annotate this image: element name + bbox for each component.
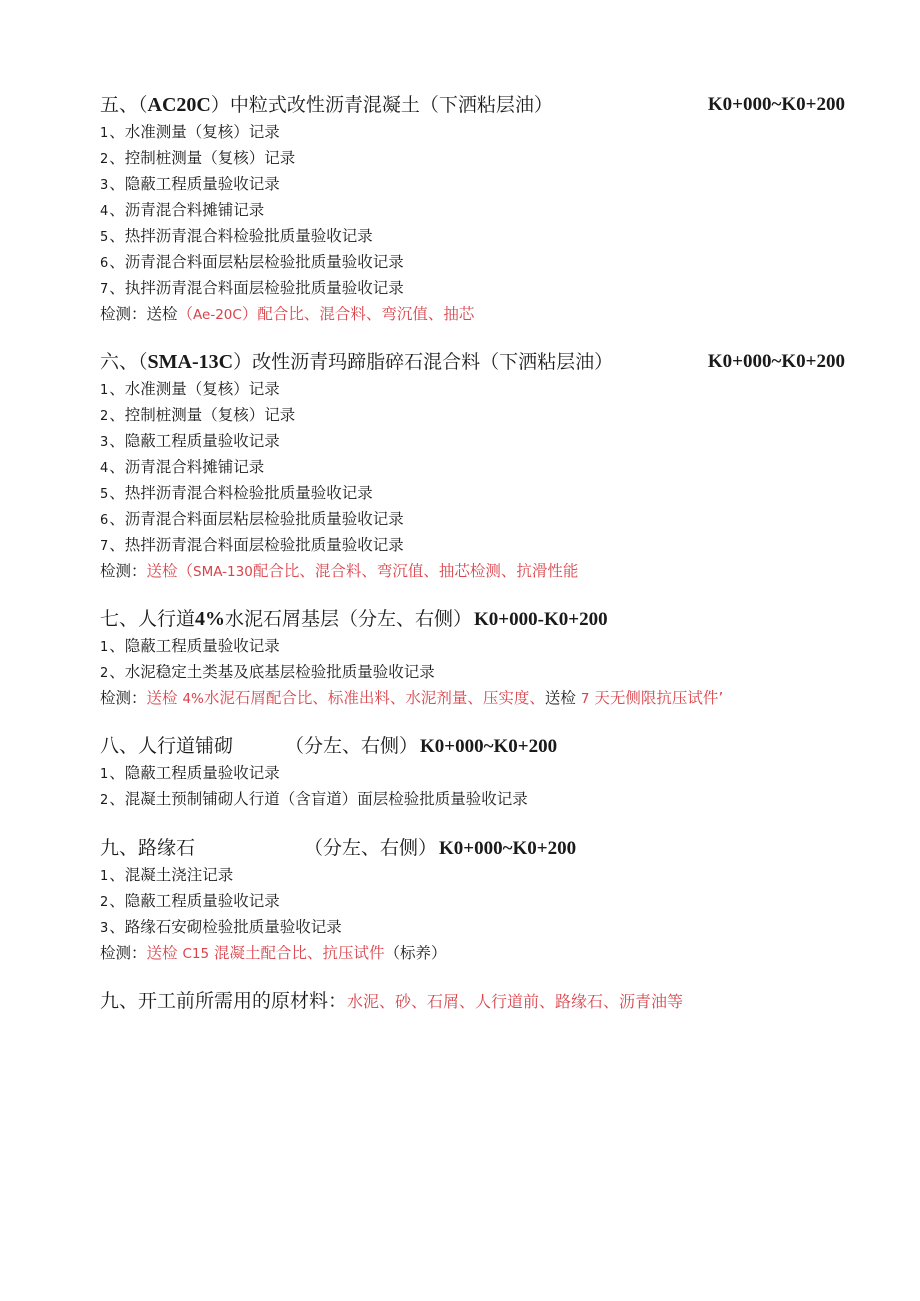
list-item: 4、沥青混合料摊铺记录 [100,201,265,219]
list-item: 2、混凝土预制铺砌人行道（含盲道）面层检验批质量验收记录 [100,790,528,808]
test-line: 检测：送检（Ae-20C）配合比、混合料、弯沉值、抽芯 [100,305,475,323]
list-item: 2、控制桩测量（复核）记录 [100,406,296,424]
list-item: 3、路缘石安砌检验批质量验收记录 [100,918,342,936]
list-item: 1、水准测量（复核）记录 [100,380,280,398]
list-item: 2、控制桩测量（复核）记录 [100,149,296,167]
list-item: 1、混凝土浇注记录 [100,866,234,884]
list-item: 3、隐蔽工程质量验收记录 [100,432,280,450]
list-item: 6、沥青混合料面层粘层检验批质量验收记录 [100,510,404,528]
raw-materials-line [100,988,860,1015]
stake-range: K0+000~K0+200 [707,351,845,372]
section-heading: 九、路缘石 （分左、右侧） K0+000~K0+200 [100,837,577,859]
stake-range: K0+000~K0+200 [439,838,577,859]
section-9 [100,835,860,966]
list-item: 1、隐蔽工程质量验收记录 [100,764,280,782]
section-heading: 七、人行道4%水泥石屑基层（分左、右侧） K0+000-K0+200 [100,608,608,630]
list-item: 3、隐蔽工程质量验收记录 [100,175,280,193]
list-item: 2、隐蔽工程质量验收记录 [100,892,280,910]
list-item: 5、热拌沥青混合料检验批质量验收记录 [100,484,373,502]
test-line: 检测：送检 C15 混凝土配合比、抗压试件（标养） [100,944,447,962]
section-6 [100,349,860,584]
section-heading: 六、（SMA-13C）改性沥青玛蹄脂碎石混合料（下洒粘层油） K0+000~K0+200 [100,351,845,373]
test-line: 检测：送检（SMA-130配合比、混合料、弯沉值、抽芯检测、抗滑性能 [100,562,579,580]
list-item: 7、热拌沥青混合料面层检验批质量验收记录 [100,536,404,554]
list-item: 1、水准测量（复核）记录 [100,123,280,141]
raw-materials-label: 九、开工前所需用的原材料： [100,990,348,1012]
list-item: 2、水泥稳定土类基及底基层检验批质量验收记录 [100,663,435,681]
test-line: 检测：送检 4%水泥石屑配合比、标准出料、水泥剂量、压实度、送检 7 天无侧限抗压试件’ [100,689,724,707]
stake-range: K0+000~K0+200 [707,94,845,115]
stake-range: K0+000~K0+200 [420,736,558,757]
list-item: 7、执拌沥青混合料面层检验批质量验收记录 [100,279,404,297]
stake-range: K0+000-K0+200 [474,609,608,630]
document-page [100,92,860,1015]
list-item: 4、沥青混合料摊铺记录 [100,458,265,476]
section-5 [100,92,860,327]
list-item: 6、沥青混合料面层粘层检验批质量验收记录 [100,253,404,271]
section-heading: 五、（AC20C）中粒式改性沥青混凝土（下洒粘层油） K0+000~K0+200 [100,94,845,116]
list-item: 1、隐蔽工程质量验收记录 [100,637,280,655]
raw-materials-value: 水泥、砂、石屑、人行道前、路缘石、沥青油等 [347,992,684,1011]
section-heading: 八、人行道铺砌 （分左、右侧） K0+000~K0+200 [100,735,558,757]
section-7 [100,606,860,711]
list-item: 5、热拌沥青混合料检验批质量验收记录 [100,227,373,245]
section-8 [100,733,860,813]
